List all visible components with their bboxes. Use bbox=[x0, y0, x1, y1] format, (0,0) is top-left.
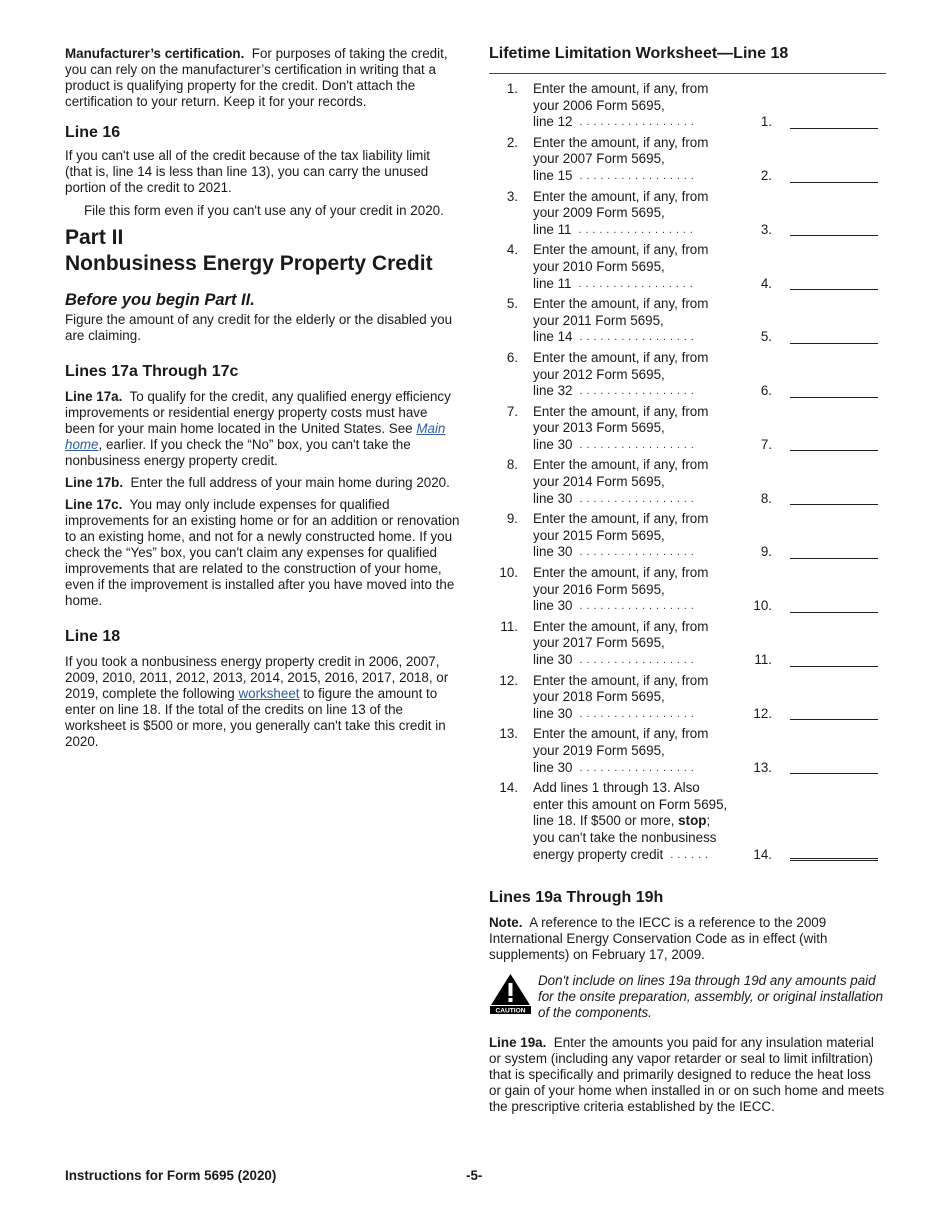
lines19-heading: Lines 19a Through 19h bbox=[489, 889, 664, 907]
dot-leader: ................. bbox=[579, 761, 698, 774]
dot-leader: ................. bbox=[579, 546, 698, 559]
worksheet-row: 8. Enter the amount, if any, from your 2014 Form 5695, line 30 ................. 8. bbox=[489, 457, 886, 507]
caution-icon-label: CAUTION bbox=[495, 1007, 526, 1015]
worksheet-row: 2. Enter the amount, if any, from your 2007 Form 5695, line 15 ................. 2. bbox=[489, 135, 886, 185]
worksheet-answer-field[interactable] bbox=[790, 773, 878, 774]
worksheet-line-reference: 6. bbox=[760, 383, 772, 399]
caution-icon bbox=[489, 973, 532, 1015]
worksheet-answer-field[interactable] bbox=[790, 666, 878, 667]
worksheet-table bbox=[489, 81, 886, 776]
worksheet-line-reference: 3. bbox=[760, 221, 772, 237]
dot-leader: ................. bbox=[579, 438, 698, 451]
worksheet-row-number: 3. bbox=[506, 188, 518, 204]
worksheet-line-reference: 5. bbox=[760, 329, 772, 345]
worksheet-row-number: 12. bbox=[499, 672, 518, 688]
page-number: -5- bbox=[466, 1168, 483, 1183]
worksheet-line-reference: 10. bbox=[753, 598, 772, 614]
worksheet-answer-field[interactable] bbox=[790, 235, 878, 236]
worksheet-line-reference: 8. bbox=[760, 490, 772, 506]
worksheet-row-number: 13. bbox=[499, 726, 518, 742]
worksheet-row-14: 14. Add lines 1 through 13. Also enter this amount on Form 5695, line 18. If $500 or more, stop; you can't take the nonbusiness energy property credit ...... 14. bbox=[489, 780, 886, 863]
before-you-begin-heading: Before you begin Part II. bbox=[65, 291, 255, 309]
dot-leader: ................. bbox=[579, 169, 698, 182]
worksheet-link[interactable]: worksheet bbox=[238, 686, 300, 701]
worksheet-row-number: 9. bbox=[506, 511, 518, 527]
worksheet-row-number: 14. bbox=[499, 780, 518, 796]
worksheet-line-reference: 7. bbox=[760, 436, 772, 452]
line18-paragraph: If you took a nonbusiness energy property credit in 2006, 2007, 2009, 2010, 2011, 2012, 2013, 2014, 2015, 2016, 2017, 2018, or 2019, complete the following worksheet to figure the amount to enter on line 18. If the total of the credits on line 13 of the worksheet is $500 or more, you generally can't take this credit in 2020. bbox=[65, 654, 449, 749]
worksheet-line-reference: 12. bbox=[753, 705, 772, 721]
line16-heading: Line 16 bbox=[65, 124, 121, 141]
dot-leader: ................. bbox=[579, 116, 698, 129]
worksheet-line-reference: 4. bbox=[760, 275, 772, 291]
worksheet-row-number: 2. bbox=[506, 134, 518, 150]
worksheet-row: 9. Enter the amount, if any, from your 2015 Form 5695, line 30 ................. 9. bbox=[489, 511, 886, 561]
worksheet-answer-field[interactable] bbox=[790, 612, 878, 613]
before-you-begin-paragraph: Figure the amount of any credit for the elderly or the disabled you are claiming. bbox=[65, 312, 453, 343]
worksheet-row-number: 11. bbox=[500, 618, 518, 634]
worksheet-row: 3. Enter the amount, if any, from your 2009 Form 5695, line 11 ................. 3. bbox=[489, 189, 886, 239]
dot-leader: ................. bbox=[579, 492, 698, 505]
worksheet-line-reference: 14. bbox=[753, 846, 772, 862]
worksheet-title: Lifetime Limitation Worksheet—Line 18 bbox=[489, 44, 886, 74]
left-column bbox=[65, 46, 460, 750]
part2-title-line1: Part II bbox=[65, 226, 124, 249]
worksheet-answer-field[interactable] bbox=[790, 182, 878, 183]
note-paragraph: Note. A reference to the IECC is a reference to the 2009 International Energy Conservation Code as in effect (with supplements) on February 17, 2009. bbox=[489, 915, 828, 963]
worksheet-row-number: 7. bbox=[506, 403, 518, 419]
worksheet-row-number: 5. bbox=[506, 296, 518, 312]
part2-title-line2: Nonbusiness Energy Property Credit bbox=[65, 252, 433, 275]
main-home-link[interactable]: Main home bbox=[65, 421, 446, 452]
worksheet-row-number: 1. bbox=[506, 81, 518, 96]
caution-text: Don't include on lines 19a through 19d any amounts paid for the onsite preparation, assembly, or original installation of the components. bbox=[538, 973, 884, 1021]
line16-paragraph: If you can't use all of the credit because of the tax liability limit (that is, line 14 is less than line 13), you can carry the unused portion of the credit to 2021. bbox=[65, 148, 431, 195]
worksheet-row: 7. Enter the amount, if any, from your 2013 Form 5695, line 30 ................. 7. bbox=[489, 404, 886, 454]
dot-leader: ................. bbox=[579, 707, 698, 720]
worksheet-line-reference: 1. bbox=[760, 114, 772, 130]
manufacturer-certification-paragraph: Manufacturer’s certification. For purposes of taking the credit, you can rely on the manufacturer’s certification in writing that a product is qualifying property for the credit. Don't attach the certification to your return. Keep it for your records. bbox=[65, 46, 448, 109]
worksheet-row-number: 6. bbox=[506, 349, 518, 365]
dot-leader: ................. bbox=[579, 654, 698, 666]
worksheet-answer-field[interactable] bbox=[790, 558, 878, 559]
worksheet-row: 4. Enter the amount, if any, from your 2010 Form 5695, line 11 ................. 4. bbox=[489, 242, 886, 292]
dot-leader: ................. bbox=[579, 331, 698, 344]
worksheet-answer-field[interactable] bbox=[790, 289, 878, 290]
worksheet-answer-field[interactable] bbox=[790, 128, 878, 129]
line17b-paragraph: Line 17b. Enter the full address of your main home during 2020. bbox=[65, 475, 450, 490]
caution-box bbox=[489, 973, 886, 1021]
worksheet-answer-field[interactable] bbox=[790, 450, 878, 451]
dot-leader: ................. bbox=[579, 600, 698, 613]
worksheet-line-reference: 2. bbox=[760, 167, 772, 183]
worksheet-row-number: 4. bbox=[506, 242, 518, 258]
dot-leader: ...... bbox=[670, 848, 713, 861]
line18-heading: Line 18 bbox=[65, 628, 121, 645]
lines17-heading: Lines 17a Through 17c bbox=[65, 363, 239, 380]
worksheet-answer-field[interactable] bbox=[790, 343, 878, 344]
line19a-paragraph: Line 19a. Enter the amounts you paid for any insulation material or system (including any vapor retarder or seal to limit infiltration) that is specifically and primarily designed to reduce the heat loss or gain of your home when installed in or on such home and meets the prescriptive criteria established by the IECC. bbox=[489, 1035, 885, 1115]
dot-leader: ................. bbox=[579, 385, 698, 398]
worksheet-answer-field[interactable] bbox=[790, 504, 878, 505]
file-form-note: File this form even if you can't use any of your credit in 2020. bbox=[84, 203, 444, 218]
worksheet-row: 13. Enter the amount, if any, from your 2019 Form 5695, line 30 ................. 13. bbox=[489, 726, 886, 776]
worksheet-line-reference: 13. bbox=[753, 759, 772, 775]
worksheet-answer-field[interactable] bbox=[790, 397, 878, 398]
worksheet-row: 12. Enter the amount, if any, from your 2018 Form 5695, line 30 ................. 12. bbox=[489, 673, 886, 723]
worksheet-row-number: 10. bbox=[499, 565, 518, 581]
worksheet-line-reference: 9. bbox=[760, 544, 772, 560]
footer-form-title: Instructions for Form 5695 (2020) bbox=[65, 1168, 277, 1183]
dot-leader: ................. bbox=[578, 277, 697, 290]
line17c-paragraph: Line 17c. You may only include expenses for qualified improvements for an existing home or for an addition or renovation to an existing home, and not for a newly constructed home. If you check the “Yes” box, you can't claim any expenses for qualified improvements that are related to the construction of your home, even if the improvement is installed after you have moved into the home. bbox=[65, 497, 460, 608]
worksheet-row: 6. Enter the amount, if any, from your 2012 Form 5695, line 32 ................. 6. bbox=[489, 350, 886, 400]
worksheet-row-number: 8. bbox=[506, 457, 518, 473]
worksheet-row: 5. Enter the amount, if any, from your 2011 Form 5695, line 14 ................. 5. bbox=[489, 296, 886, 346]
worksheet-answer-field[interactable] bbox=[790, 719, 878, 720]
worksheet-row: 10. Enter the amount, if any, from your 2016 Form 5695, line 30 ................. 10. bbox=[489, 565, 886, 615]
line17a-paragraph: Line 17a. To qualify for the credit, any qualified energy efficiency improvements or residential energy property costs must have been for your main home located in the United States. See Main home, earlier. If you check the “No” box, you can't take the nonbusiness energy property credit. bbox=[65, 389, 451, 468]
worksheet-line-reference: 11. bbox=[754, 652, 772, 667]
worksheet-row: 11. Enter the amount, if any, from your 2017 Form 5695, line 30 ................. 11. bbox=[489, 619, 886, 669]
right-column bbox=[489, 44, 886, 1115]
worksheet-answer-field-14[interactable] bbox=[790, 858, 878, 861]
dot-leader: ................. bbox=[578, 223, 697, 236]
worksheet-row: 1. Enter the amount, if any, from your 2006 Form 5695, line 12 ................. 1. bbox=[489, 81, 886, 131]
